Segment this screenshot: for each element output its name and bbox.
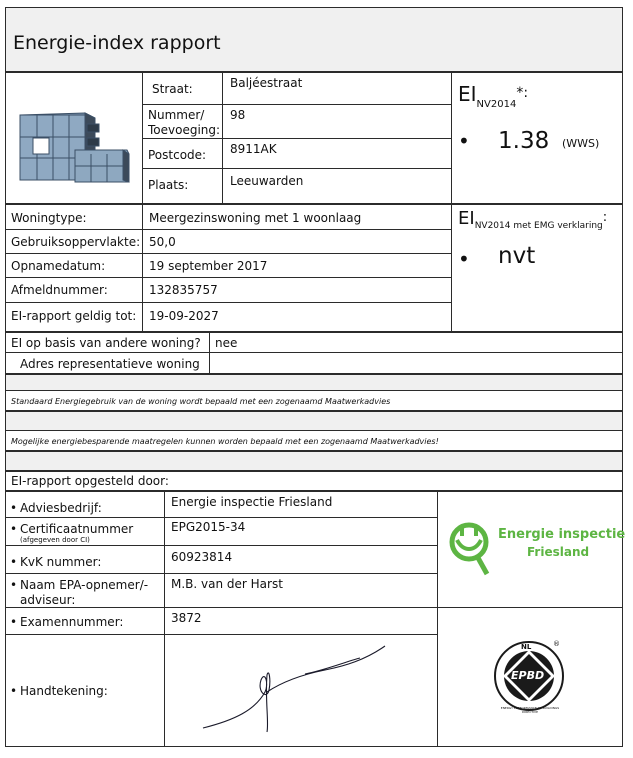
ei-emg-heading [458,208,607,231]
advisor-bullet-1: • [10,501,18,515]
ei-nv-unit: (WWS) [562,137,600,150]
detail-label-opnamedatum: Opnamedatum: [11,259,106,273]
ei-emg-sub: NV2014 met EMG verklaring [474,221,603,231]
page-title: Energie-index rapport [13,32,221,54]
spacer-row-2 [5,411,623,431]
kvk-label: KvK nummer: [20,555,102,569]
advisor-bullet-5: • [10,615,18,629]
ei-nv-bullet: • [458,129,470,153]
name-value: M.B. van der Harst [171,577,283,591]
detail-label-woningtype: Woningtype: [11,211,87,225]
street-value: Baljéestraat [230,76,303,90]
detail-value-opnamedatum: 19 september 2017 [149,259,268,273]
cert-sublabel: (afgegeven door CI) [20,536,90,544]
ei-nv-value: 1.38 [498,128,550,154]
note-text-2: Mogelijke energiebesparende maatregelen kunnen worden bepaald met een zogenaamd Maatwerkadvies! [11,437,439,446]
postcode-label: Postcode: [148,148,207,162]
number-value: 98 [230,108,246,122]
name-label-line2: adviseur: [20,593,76,607]
epbd-badge [491,636,571,716]
street-label: Straat: [152,82,193,96]
epbd-top-text: NL [521,643,532,651]
detail-label-geldig-tot: EI-rapport geldig tot: [11,309,137,323]
city-label: Plaats: [148,178,189,192]
rep-address-label: Adres representatieve woning [20,357,200,371]
epbd-ring-text: ENERGY PERFORMANCE OF BUILDINGS DIRECTIVE [500,706,560,714]
name-label-line1: Naam EPA-opnemer/- [20,578,149,592]
ei-sub: NV2014 [476,99,517,110]
advisor-bullet-2: • [10,522,18,536]
postcode-value: 8911AK [230,142,277,156]
detail-value-afmeldnummer: 132835757 [149,283,218,297]
spacer-row-1 [5,374,623,391]
company-value: Energie inspectie Friesland [171,495,333,509]
cert-label: Certificaatnummer [20,522,134,536]
note-text-1: Standaard Energiegebruik van de woning wordt bepaald met een zogenaamd Maatwerkadvies [11,397,391,406]
building-image [15,110,131,185]
ei-nv2014-heading [458,82,528,110]
exam-label: Examennummer: [20,615,124,629]
epbd-center-text: EPBD [511,669,545,682]
title-bar [5,7,623,72]
detail-value-oppervlakte: 50,0 [149,235,176,249]
ei-prefix: EI [458,82,477,106]
logo-line2: Friesland [527,545,590,559]
epbd-reg-mark: ® [553,640,560,648]
ei-emg-bullet: • [458,247,470,271]
logo-line1: Energie inspectie [498,527,626,542]
advisor-bullet-6: • [10,684,18,698]
detail-value-woningtype: Meergezinswoning met 1 woonlaag [149,211,362,225]
signature-image [195,640,395,740]
signature-label: Handtekening: [20,684,108,698]
other-home-label: EI op basis van andere woning? [11,336,201,350]
ei-suffix: *: [516,85,529,101]
company-label: Adviesbedrijf: [20,501,102,515]
detail-value-geldig-tot: 19-09-2027 [149,309,219,323]
number-label-line1: Nummer/ [148,108,205,122]
ei-emg-prefix: EI [458,208,475,229]
advisor-bullet-3: • [10,555,18,569]
exam-value: 3872 [171,611,202,625]
city-value: Leeuwarden [230,174,304,188]
detail-label-afmeldnummer: Afmeldnummer: [11,283,108,297]
detail-label-oppervlakte: Gebruiksoppervlakte: [11,235,141,249]
ei-emg-suffix: : [602,210,608,225]
ei-emg-value: nvt [498,243,536,269]
energie-inspectie-logo-mark [447,520,495,578]
advisor-bullet-4: • [10,578,18,592]
spacer-row-3 [5,451,623,471]
kvk-value: 60923814 [171,550,233,564]
number-label-line2: Toevoeging: [148,123,221,137]
prepared-by-label: EI-rapport opgesteld door: [11,474,169,488]
cert-value: EPG2015-34 [171,520,246,534]
other-home-value: nee [215,336,238,350]
